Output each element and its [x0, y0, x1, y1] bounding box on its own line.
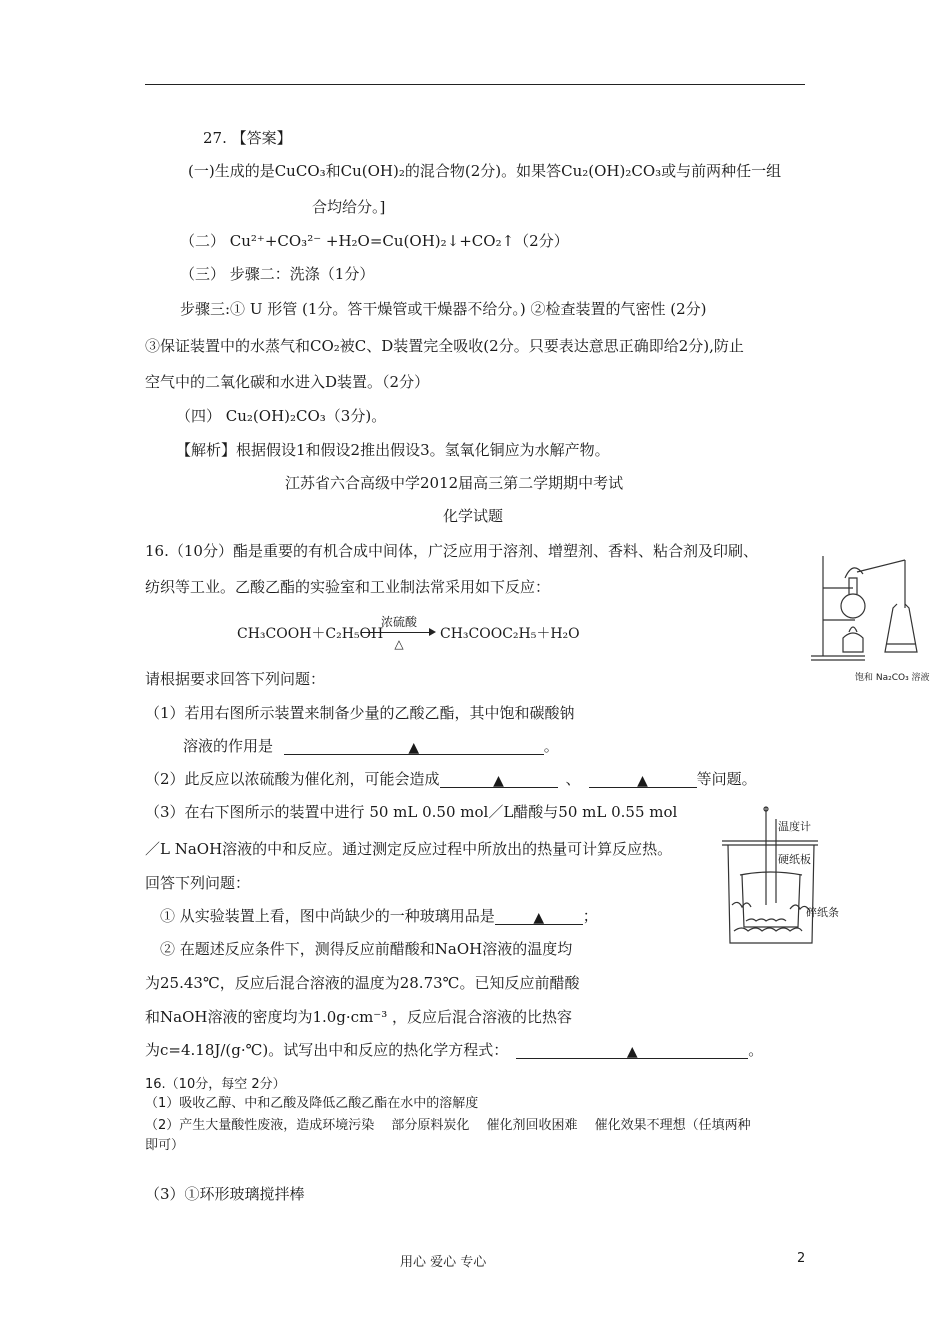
q16-ask: 请根据要求回答下列问题：	[145, 670, 326, 688]
q16-sub3-item2-cont1: 为25.43℃，反应后混合溶液的温度为28.73℃。已知反应前醋酸	[145, 974, 580, 992]
answer-27-title: 27. 【答案】	[203, 129, 292, 147]
exam-title: 江苏省六合高级中学2012届高三第二学期期中考试	[285, 474, 624, 492]
answer-27-part1: (一)生成的是CuCO₃和Cu(OH)₂的混合物(2分)。如果答Cu₂(OH)₂CO₃或与前两种任一组	[188, 162, 782, 180]
answer-blank-5[interactable]	[516, 1042, 748, 1059]
q16-sub3-cont: ／L NaOH溶液的中和反应。通过测定反应过程中所放出的热量可计算反应热。	[145, 840, 673, 858]
figure2-label-cardboard: 硬纸板	[778, 853, 811, 866]
calorimeter-figure	[720, 805, 860, 955]
answer-27-step3: 步骤三:① U 形管 (1分。答干燥管或干燥器不给分。) ②检查装置的气密性 (2分)	[180, 300, 707, 318]
answer-blank-2[interactable]	[440, 771, 558, 788]
q16-sub3-item1	[160, 907, 598, 925]
triangle-marker: ▲	[637, 773, 648, 789]
triangle-marker: ▲	[533, 910, 545, 926]
q16-intro: 16.（10分）酯是重要的有机合成中间体，广泛应用于溶剂、增塑剂、香料、粘合剂及印刷、	[145, 542, 758, 560]
triangle-marker: ▲	[408, 740, 420, 756]
esterification-apparatus-figure	[805, 548, 945, 688]
q16-sub1-prompt: 溶液的作用是	[183, 737, 274, 755]
q16-sub3-item2-end: 。	[748, 1041, 764, 1059]
page-number: 2	[797, 1251, 806, 1266]
calorimeter-drawing	[720, 805, 830, 950]
answer-27-part3: （三） 步骤二：洗涤（1分）	[180, 265, 375, 283]
answer-16-title: 16.（10分，每空 2分）	[145, 1077, 286, 1092]
answer-27-step3-end: 空气中的二氧化碳和水进入D装置。（2分）	[145, 373, 430, 391]
q16-sub3-item2-cont3	[145, 1041, 763, 1059]
header-rule	[145, 84, 805, 85]
q16-sub3-item2: ② 在题述反应条件下，测得反应前醋酸和NaOH溶液的温度均	[160, 940, 573, 958]
equation-products: CH₃COOC₂H₅＋H₂O	[440, 626, 580, 642]
exam-subtitle: 化学试题	[443, 507, 504, 525]
q16-sub3-ask: 回答下列问题：	[145, 874, 251, 892]
answer-blank-3[interactable]	[589, 771, 697, 788]
triangle-marker: ▲	[626, 1044, 638, 1060]
figure2-label-paper-strips: 碎纸条	[806, 906, 839, 919]
answer-27-step3-cont: ③保证装置中的水蒸气和CO₂被C、D装置完全吸收(2分。只要表达意思正确即给2分),防止	[145, 337, 744, 355]
answer-27-part1-cont: 合均给分。]	[312, 198, 386, 216]
answer-27-part2: （二） Cu²⁺+CO₃²⁻ +H₂O=Cu(OH)₂↓+CO₂↑（2分）	[180, 232, 569, 250]
answer-blank-1[interactable]	[284, 738, 544, 755]
reaction-arrow	[361, 613, 437, 653]
answer-blank-4[interactable]	[495, 908, 583, 925]
q16-sub3: （3）在右下图所示的装置中进行 50 mL 0.50 mol／L醋酸与50 mL 0.55 mol	[145, 803, 678, 821]
answer-16-part3: （3）①环形玻璃搅拌棒	[145, 1185, 305, 1203]
answer-16-part2-cont: 即可）	[145, 1138, 185, 1153]
triangle-marker: ▲	[493, 773, 504, 789]
q16-intro-cont: 纺织等工业。乙酸乙酯的实验室和工业制法常采用如下反应：	[145, 578, 551, 596]
q16-sub2-separator: 、	[565, 770, 581, 788]
q16-sub3-item1-prompt: ① 从实验装置上看，图中尚缺少的一种玻璃用品是	[160, 907, 495, 925]
q16-sub1: （1）若用右图所示装置来制备少量的乙酸乙酯，其中饱和碳酸钠	[145, 704, 575, 722]
q16-sub3-item2-prompt: 为c=4.18J/(g·℃)。试写出中和反应的热化学方程式：	[145, 1041, 509, 1059]
figure2-label-thermometer: 温度计	[778, 820, 811, 833]
equation-reactants: CH₃COOH＋C₂H₅OH	[237, 626, 384, 642]
answer-27-analysis: 【解析】根据假设1和假设2推出假设3。氢氧化铜应为水解产物。	[176, 441, 610, 459]
apparatus-drawing	[805, 548, 945, 668]
q16-sub2-end: 等问题。	[696, 770, 757, 788]
q16-sub3-item2-cont2: 和NaOH溶液的密度均为1.0g·cm⁻³ ，反应后混合溶液的比热容	[145, 1008, 572, 1026]
page-footer: 用心 爱心 专心	[400, 1255, 487, 1270]
arrow-heat: △	[394, 637, 404, 651]
q16-sub2-prompt: （2）此反应以浓硫酸为催化剂，可能会造成	[145, 770, 440, 788]
answer-16-part1: （1）吸收乙醇、中和乙酸及降低乙酸乙酯在水中的溶解度	[145, 1096, 479, 1111]
figure1-label: 饱和 Na₂CO₃ 溶液	[855, 673, 930, 683]
answer-16-part2: （2）产生大量酸性废液，造成环境污染 部分原料炭化 催化剂回收困难 催化效果不理想（任填两种	[145, 1118, 751, 1133]
arrow-catalyst: 浓硫酸	[380, 615, 417, 629]
answer-27-part4: （四） Cu₂(OH)₂CO₃（3分)。	[176, 407, 387, 425]
q16-sub3-item1-end: ；	[582, 907, 598, 925]
q16-sub2	[145, 770, 757, 788]
q16-sub1-blank-line	[183, 737, 559, 755]
q16-sub1-end: 。	[543, 737, 559, 755]
